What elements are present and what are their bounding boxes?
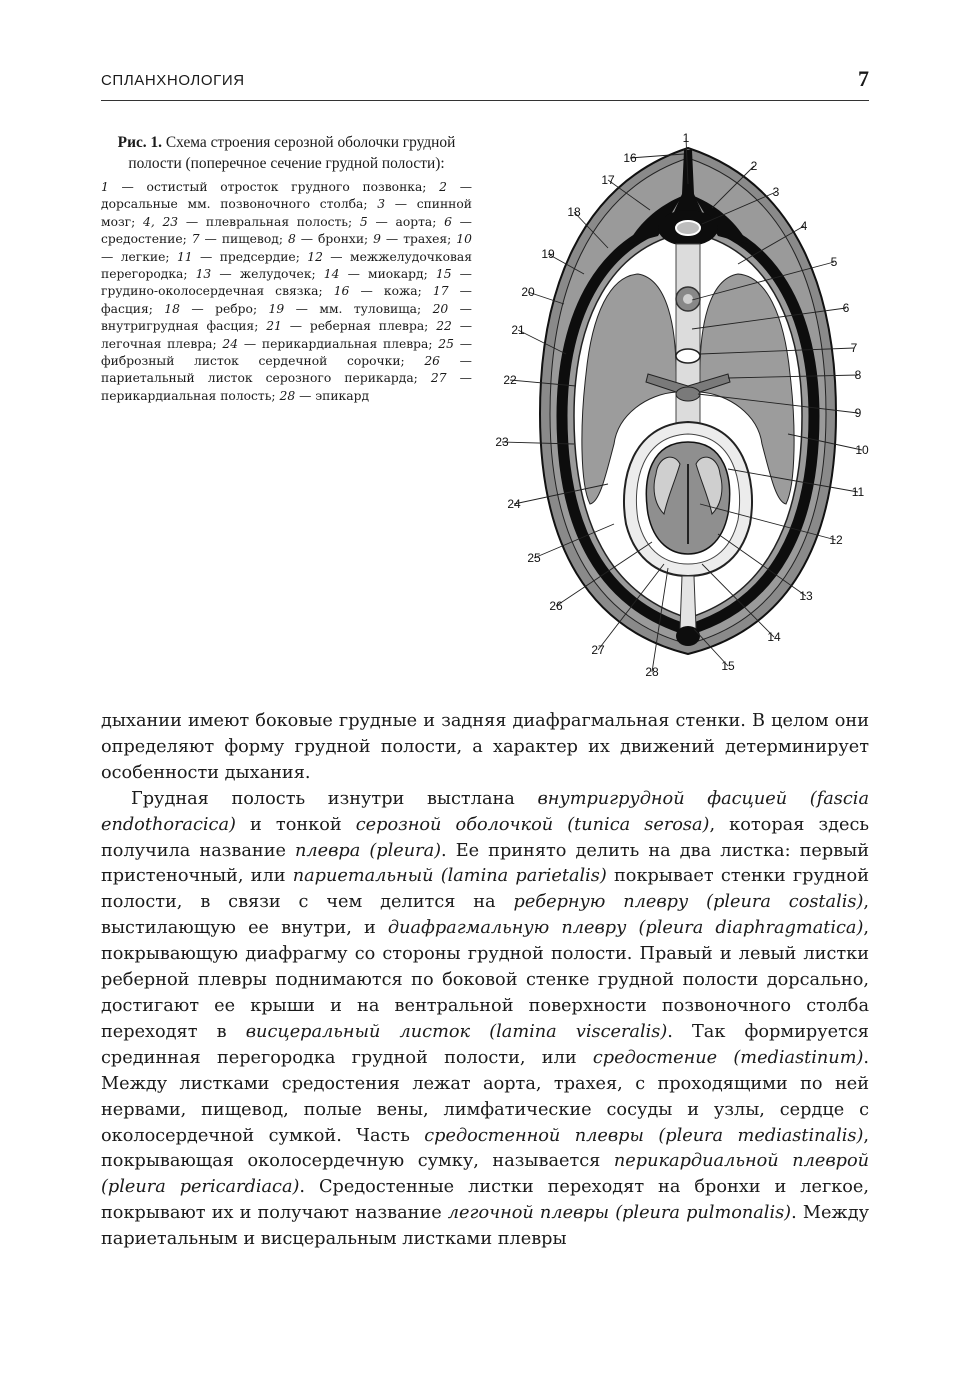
legend-text: перикардиальная плевра; bbox=[261, 336, 433, 351]
text-run: , выстилающую ее внутри, и bbox=[101, 892, 869, 939]
legend-number: 19 bbox=[268, 301, 285, 316]
legend-number: 22 bbox=[436, 319, 452, 334]
figure-label-24: 24 bbox=[507, 497, 521, 511]
figure-label-2: 2 bbox=[750, 159, 758, 173]
legend-text: париетальный листок серозного перикарда; bbox=[101, 371, 418, 386]
text-run: . Средостенные листки переходят на бронхи и легкое, покрывают их и получают название bbox=[101, 1177, 870, 1224]
legend-text: предсердие; bbox=[219, 249, 300, 264]
figure-label-14: 14 bbox=[767, 630, 781, 644]
figure-label-25: 25 bbox=[527, 551, 541, 565]
italic-term: реберную плевру (pleura costalis) bbox=[513, 892, 864, 913]
legend-number: 6 bbox=[444, 214, 452, 229]
aorta-lumen bbox=[683, 294, 693, 304]
legend-number: 28 bbox=[279, 388, 296, 403]
italic-term: перикардиальной плеврой (pleura pericardiaca) bbox=[101, 1151, 870, 1198]
legend-text: плевральная полость; bbox=[205, 214, 353, 229]
figure-label-3: 3 bbox=[772, 185, 780, 199]
thoracic-cross-section-diagram bbox=[488, 124, 888, 690]
legend-number: 2 bbox=[439, 180, 447, 194]
legend-number: 8 bbox=[287, 232, 296, 247]
caption-label: Рис. 1. bbox=[117, 134, 163, 151]
legend-text: фасция; bbox=[101, 301, 153, 316]
text-run: , покрывающая околосердечную сумку, называется bbox=[101, 1125, 869, 1172]
legend-text: средостение; bbox=[101, 232, 187, 247]
legend-number: 4, 23 bbox=[143, 214, 179, 229]
sternum bbox=[676, 626, 700, 646]
italic-term: средостение (mediastinum) bbox=[592, 1047, 864, 1068]
legend-text: перикардиальная полость; bbox=[101, 388, 276, 403]
text-run: покрывает стенки грудной полости, в связи с чем делится на bbox=[101, 866, 869, 913]
figure-label-17: 17 bbox=[601, 173, 615, 187]
legend-text: межжелудочковая перегородка; bbox=[101, 249, 472, 282]
figure-label-15: 15 bbox=[721, 659, 735, 673]
legend-number: 21 bbox=[266, 319, 282, 334]
sternopericardial-ligament bbox=[680, 576, 696, 629]
legend-number: 1 bbox=[101, 180, 109, 194]
legend-number: 10 bbox=[456, 232, 472, 247]
italic-term: висцеральный листок (lamina visceralis) bbox=[245, 1021, 668, 1042]
figure-legend: 1 — остистый отросток грудного позвонка; 2 — дорсальные мм. позвоночного столба; 3 — спинной мозг; 4, 23 — плевральная полость; 5 — аорта; 6 — средостение; 7 — пищевод; 8 — бронхи; 9 — трахея; 10 — легкие; 11 — предсердие; 12 — межжелудочковая перегородка; 13 — желудочек; 14 — миокард; 15 — грудино-околосердечная связка; 16 — кожа; 17 — фасция; 18 — ребро; 19 — мм. туловища; 20 — внутригрудная фасция; 21 — реберная плевра; 22 — легочная плевра; 24 — перикардиальная плевра; 25 — фиброзный листок сердечной сорочки; 26 — париетальный листок серозного перикарда; 27 — перикардиальная полость; 28 — эпикард bbox=[101, 180, 473, 403]
legend-number: 26 bbox=[424, 354, 441, 369]
figure-label-27: 27 bbox=[591, 643, 605, 657]
legend-number: 18 bbox=[164, 301, 180, 316]
legend-text: желудочек; bbox=[239, 267, 316, 282]
text-run: и тонкой bbox=[235, 814, 356, 835]
figure-label-18: 18 bbox=[567, 205, 581, 219]
caption-title: Схема строения серозной оболочки грудной полости (поперечное сечение грудной полости): bbox=[128, 134, 456, 172]
figure-label-26: 26 bbox=[549, 599, 563, 613]
legend-number: 24 bbox=[222, 336, 239, 351]
figure-label-16: 16 bbox=[623, 151, 637, 165]
legend-number: 9 bbox=[373, 232, 381, 247]
legend-number: 15 bbox=[435, 267, 452, 282]
legend-text: дорсальные мм. позвоночного столба; bbox=[101, 197, 368, 212]
legend-text: мм. туловища; bbox=[319, 301, 422, 316]
running-title: СПЛАНХНОЛОГИЯ bbox=[101, 72, 245, 89]
page-header bbox=[101, 66, 869, 101]
legend-number: 20 bbox=[432, 301, 449, 316]
legend-number: 14 bbox=[323, 267, 340, 282]
figure-label-21: 21 bbox=[511, 323, 525, 337]
text-run: Грудная полость изнутри выстлана bbox=[131, 788, 538, 809]
figure-label-13: 13 bbox=[799, 589, 813, 603]
legend-number: 3 bbox=[377, 197, 386, 212]
spinal-cord bbox=[676, 221, 700, 235]
legend-text: эпикард bbox=[315, 388, 370, 403]
text-run: , покрывающую диафрагму со стороны грудной полости. Правый и левый листки реберной плевры поднимаются по боковой стенке грудной полости дорсально, достигают ее крыши и на вентральной поверхности позвоночного столба переходят в bbox=[101, 918, 869, 1042]
text-run: . Между листками средостения лежат аорта, трахея, с проходящими по ней нервами, пищевод, полые вены, лимфатические сосуды и узлы, сердце с околосердечной сумкой. Часть bbox=[101, 1047, 869, 1146]
figure-label-20: 20 bbox=[521, 285, 535, 299]
figure-label-10: 10 bbox=[855, 443, 869, 457]
italic-term: внутригрудной фасцией (fascia endothoracica) bbox=[101, 788, 869, 835]
figure-label-11: 11 bbox=[851, 485, 865, 499]
legend-number: 13 bbox=[195, 267, 212, 282]
figure-label-12: 12 bbox=[829, 533, 843, 547]
legend-text: легочная плевра; bbox=[101, 336, 217, 351]
text-run: . Ее принято делить на два листка: первый пристеночный, или bbox=[101, 840, 869, 887]
figure-label-22: 22 bbox=[503, 373, 517, 387]
figure-label-4: 4 bbox=[800, 219, 808, 233]
legend-text: легкие; bbox=[120, 249, 170, 264]
legend-number: 25 bbox=[438, 336, 454, 351]
legend-text: остистый отросток грудного позвонка; bbox=[146, 180, 427, 194]
figure-label-1: 1 bbox=[682, 131, 690, 145]
legend-text: пищевод; bbox=[221, 232, 283, 247]
text-run: . Между париетальным и висцеральным листками плевры bbox=[101, 1203, 869, 1250]
paragraph-1: дыхании имеют боковые грудные и задняя диафрагмальная стенки. В целом они определяют форму грудной полости, а характер их движений детерминирует особенности дыхания. bbox=[101, 711, 869, 783]
legend-text: трахея; bbox=[403, 232, 452, 247]
figure-label-23: 23 bbox=[495, 435, 509, 449]
figure-label-6: 6 bbox=[842, 301, 850, 315]
text-run: . Так формируется срединная перегородка грудной полости, или bbox=[101, 1021, 869, 1068]
legend-text: бронхи; bbox=[318, 232, 369, 247]
legend-text: грудино-околосердечная связка; bbox=[101, 284, 323, 299]
legend-number: 16 bbox=[333, 284, 350, 299]
legend-text: спинной мозг; bbox=[101, 197, 472, 229]
legend-number: 7 bbox=[191, 232, 200, 247]
italic-term: плевра (pleura) bbox=[295, 840, 442, 861]
italic-term: диафрагмальную плевру (pleura diaphragmatica) bbox=[387, 918, 864, 939]
italic-term: средостенной плевры (pleura mediastinalis) bbox=[424, 1125, 864, 1146]
legend-text: кожа; bbox=[383, 284, 422, 299]
figure-caption bbox=[101, 133, 472, 405]
body-text bbox=[101, 709, 869, 1253]
figure-label-5: 5 bbox=[830, 255, 838, 269]
esophagus bbox=[676, 349, 700, 363]
legend-text: аорта; bbox=[395, 214, 437, 229]
italic-term: серозной оболочкой (tunica serosa) bbox=[355, 814, 710, 835]
figure-label-28: 28 bbox=[645, 665, 659, 679]
figure-label-9: 9 bbox=[854, 406, 862, 420]
trachea bbox=[676, 387, 700, 401]
caption-title-block bbox=[101, 133, 472, 174]
legend-text: реберная плевра; bbox=[309, 319, 429, 334]
legend-number: 17 bbox=[432, 284, 449, 299]
legend-number: 5 bbox=[359, 214, 368, 229]
legend-number: 12 bbox=[307, 249, 323, 264]
legend-text: внутригрудная фасция; bbox=[101, 319, 259, 334]
page-number: 7 bbox=[858, 66, 869, 91]
figure-label-7: 7 bbox=[850, 341, 858, 355]
italic-term: париетальный (lamina parietalis) bbox=[292, 866, 607, 887]
legend-text: фиброзный листок сердечной сорочки; bbox=[101, 354, 405, 369]
legend-text: миокард; bbox=[368, 267, 428, 282]
paragraph-2 bbox=[101, 787, 869, 1253]
text-run: , которая здесь получила название bbox=[101, 814, 870, 861]
legend-number: 11 bbox=[176, 249, 193, 264]
legend-text: ребро; bbox=[215, 301, 258, 316]
figure-label-8: 8 bbox=[854, 368, 862, 382]
legend-number: 27 bbox=[430, 371, 447, 386]
italic-term: легочной плевры (pleura pulmonalis) bbox=[447, 1203, 792, 1224]
figure-label-19: 19 bbox=[541, 247, 555, 261]
